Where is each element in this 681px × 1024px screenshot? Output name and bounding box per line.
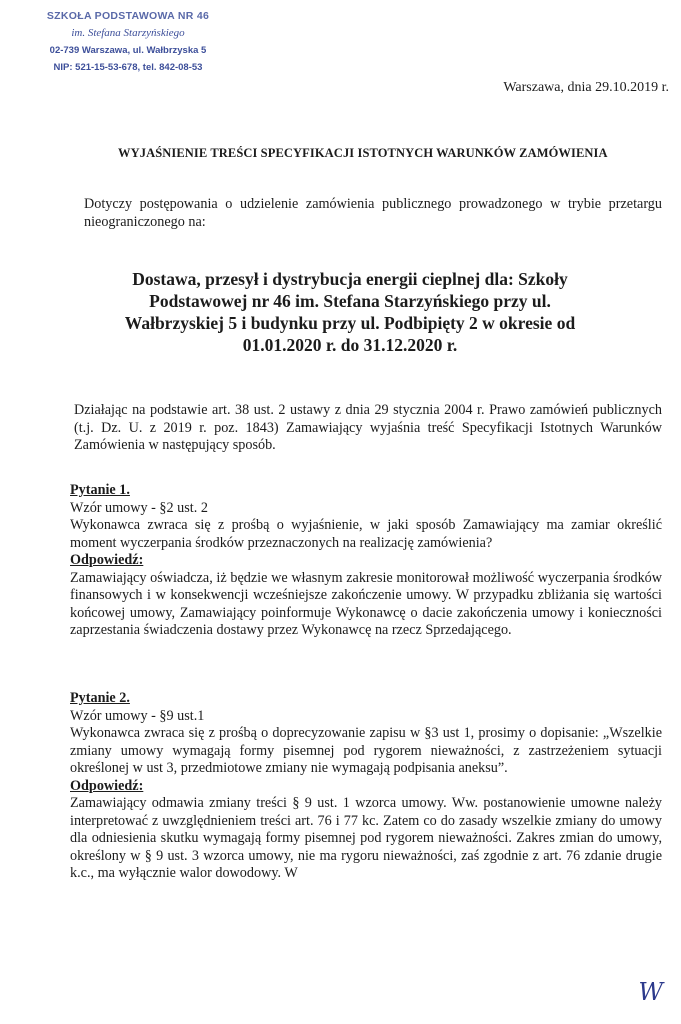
question-heading: Pytanie 2. xyxy=(70,690,130,706)
place-and-date: Warszawa, dnia 29.10.2019 r. xyxy=(503,80,669,95)
question-text: Wykonawca zwraca się z prośbą o wyjaśnienie, w jaki sposób Zamawiający ma zamiar określić moment wyczerpania środków przeznaczonych na realizację zamówienia? xyxy=(70,517,662,551)
document-title: WYJAŚNIENIE TREŚCI SPECYFIKACJI ISTOTNYCH WARUNKÓW ZAMÓWIENIA xyxy=(118,146,608,160)
stamp-patron: im. Stefana Starzyńskiego xyxy=(71,27,185,39)
answer-text: Zamawiający odmawia zmiany treści § 9 ust. 1 wzorca umowy. Ww. postanowienie umowne należy interpretować z uwzględnieniem treści art. 76 i 77 kc. Zatem co do zasady wszelkie zmiany do umowy dla odniesienia skutku wymagają formy pisemnej pod rygorem nieważności. Zakres zmian do umowy, określony w § 9 ust. 3 wzorca umowy, nie ma rygoru nieważności, zaś zgodnie z art. 76 zdanie drugie k.c., ma wyłącznie walor dowodowy. W xyxy=(70,795,662,881)
question-section-2 xyxy=(70,690,662,883)
question-reference: Wzór umowy - §9 ust.1 xyxy=(70,707,205,724)
answer-text: Zamawiający oświadcza, iż będzie we własnym zakresie monitorował możliwość wyczerpania środków finansowych i w konsekwencji wcześniejsze zakończenie umowy. W przypadku zbliżania się wartości końcowej umowy, Zamawiający poinformuje Wykonawcę o dacie zakończenia umowy i konieczności zaprzestania świadczenia dostawy przez Wykonawcę na rzecz Sprzedającego. xyxy=(70,569,662,638)
stamp-address: 02-739 Warszawa, ul. Wałbrzyska 5 xyxy=(49,45,207,56)
stamp-school-name: SZKOŁA PODSTAWOWA NR 46 xyxy=(46,10,210,22)
answer-heading: Odpowiedź: xyxy=(70,777,144,794)
stamp-nip-phone: NIP: 521-15-53-678, tel. 842-08-53 xyxy=(53,62,203,73)
handwritten-initials: W xyxy=(638,978,663,1006)
intro-paragraph: Dotyczy postępowania o udzielenie zamówienia publicznego prowadzonego w trybie przetargu nieograniczonego na: xyxy=(84,196,662,230)
question-heading: Pytanie 1. xyxy=(70,482,130,498)
legal-basis-paragraph: Działając na podstawie art. 38 ust. 2 ustawy z dnia 29 stycznia 2004 r. Prawo zamówień publicznych (t.j. Dz. U. z 2019 r. poz. 1843) Zamawiający wyjaśnia treść Specyfikacji Istotnych Warunków Zamówienia w następujący sposób. xyxy=(74,402,662,453)
question-text: Wykonawca zwraca się z prośbą o doprecyzowanie zapisu w §3 ust 1, prosimy o dopisanie: „Wszelkie zmiany umowy wymagają formy pisemnej pod rygorem nieważności, z zastrzeżeniem sytuacji określonej w ust 3, przedmiotowe zmiany nie wymagają podpisania aneksu”. xyxy=(70,725,662,776)
procurement-subject: Dostawa, przesył i dystrybucja energii cieplnej dla: Szkoły Podstawowej nr 46 im. Stefana Starzyńskiego przy ul. Wałbrzyskiej 5 i budynku przy ul. Podbipięty 2 w okresie od 01.01.2020 r. do 31.12.2020 r. xyxy=(124,269,576,355)
question-section-1 xyxy=(70,482,662,640)
school-stamp xyxy=(28,8,228,76)
question-reference: Wzór umowy - §2 ust. 2 xyxy=(70,499,208,516)
answer-heading: Odpowiedź: xyxy=(70,552,144,568)
